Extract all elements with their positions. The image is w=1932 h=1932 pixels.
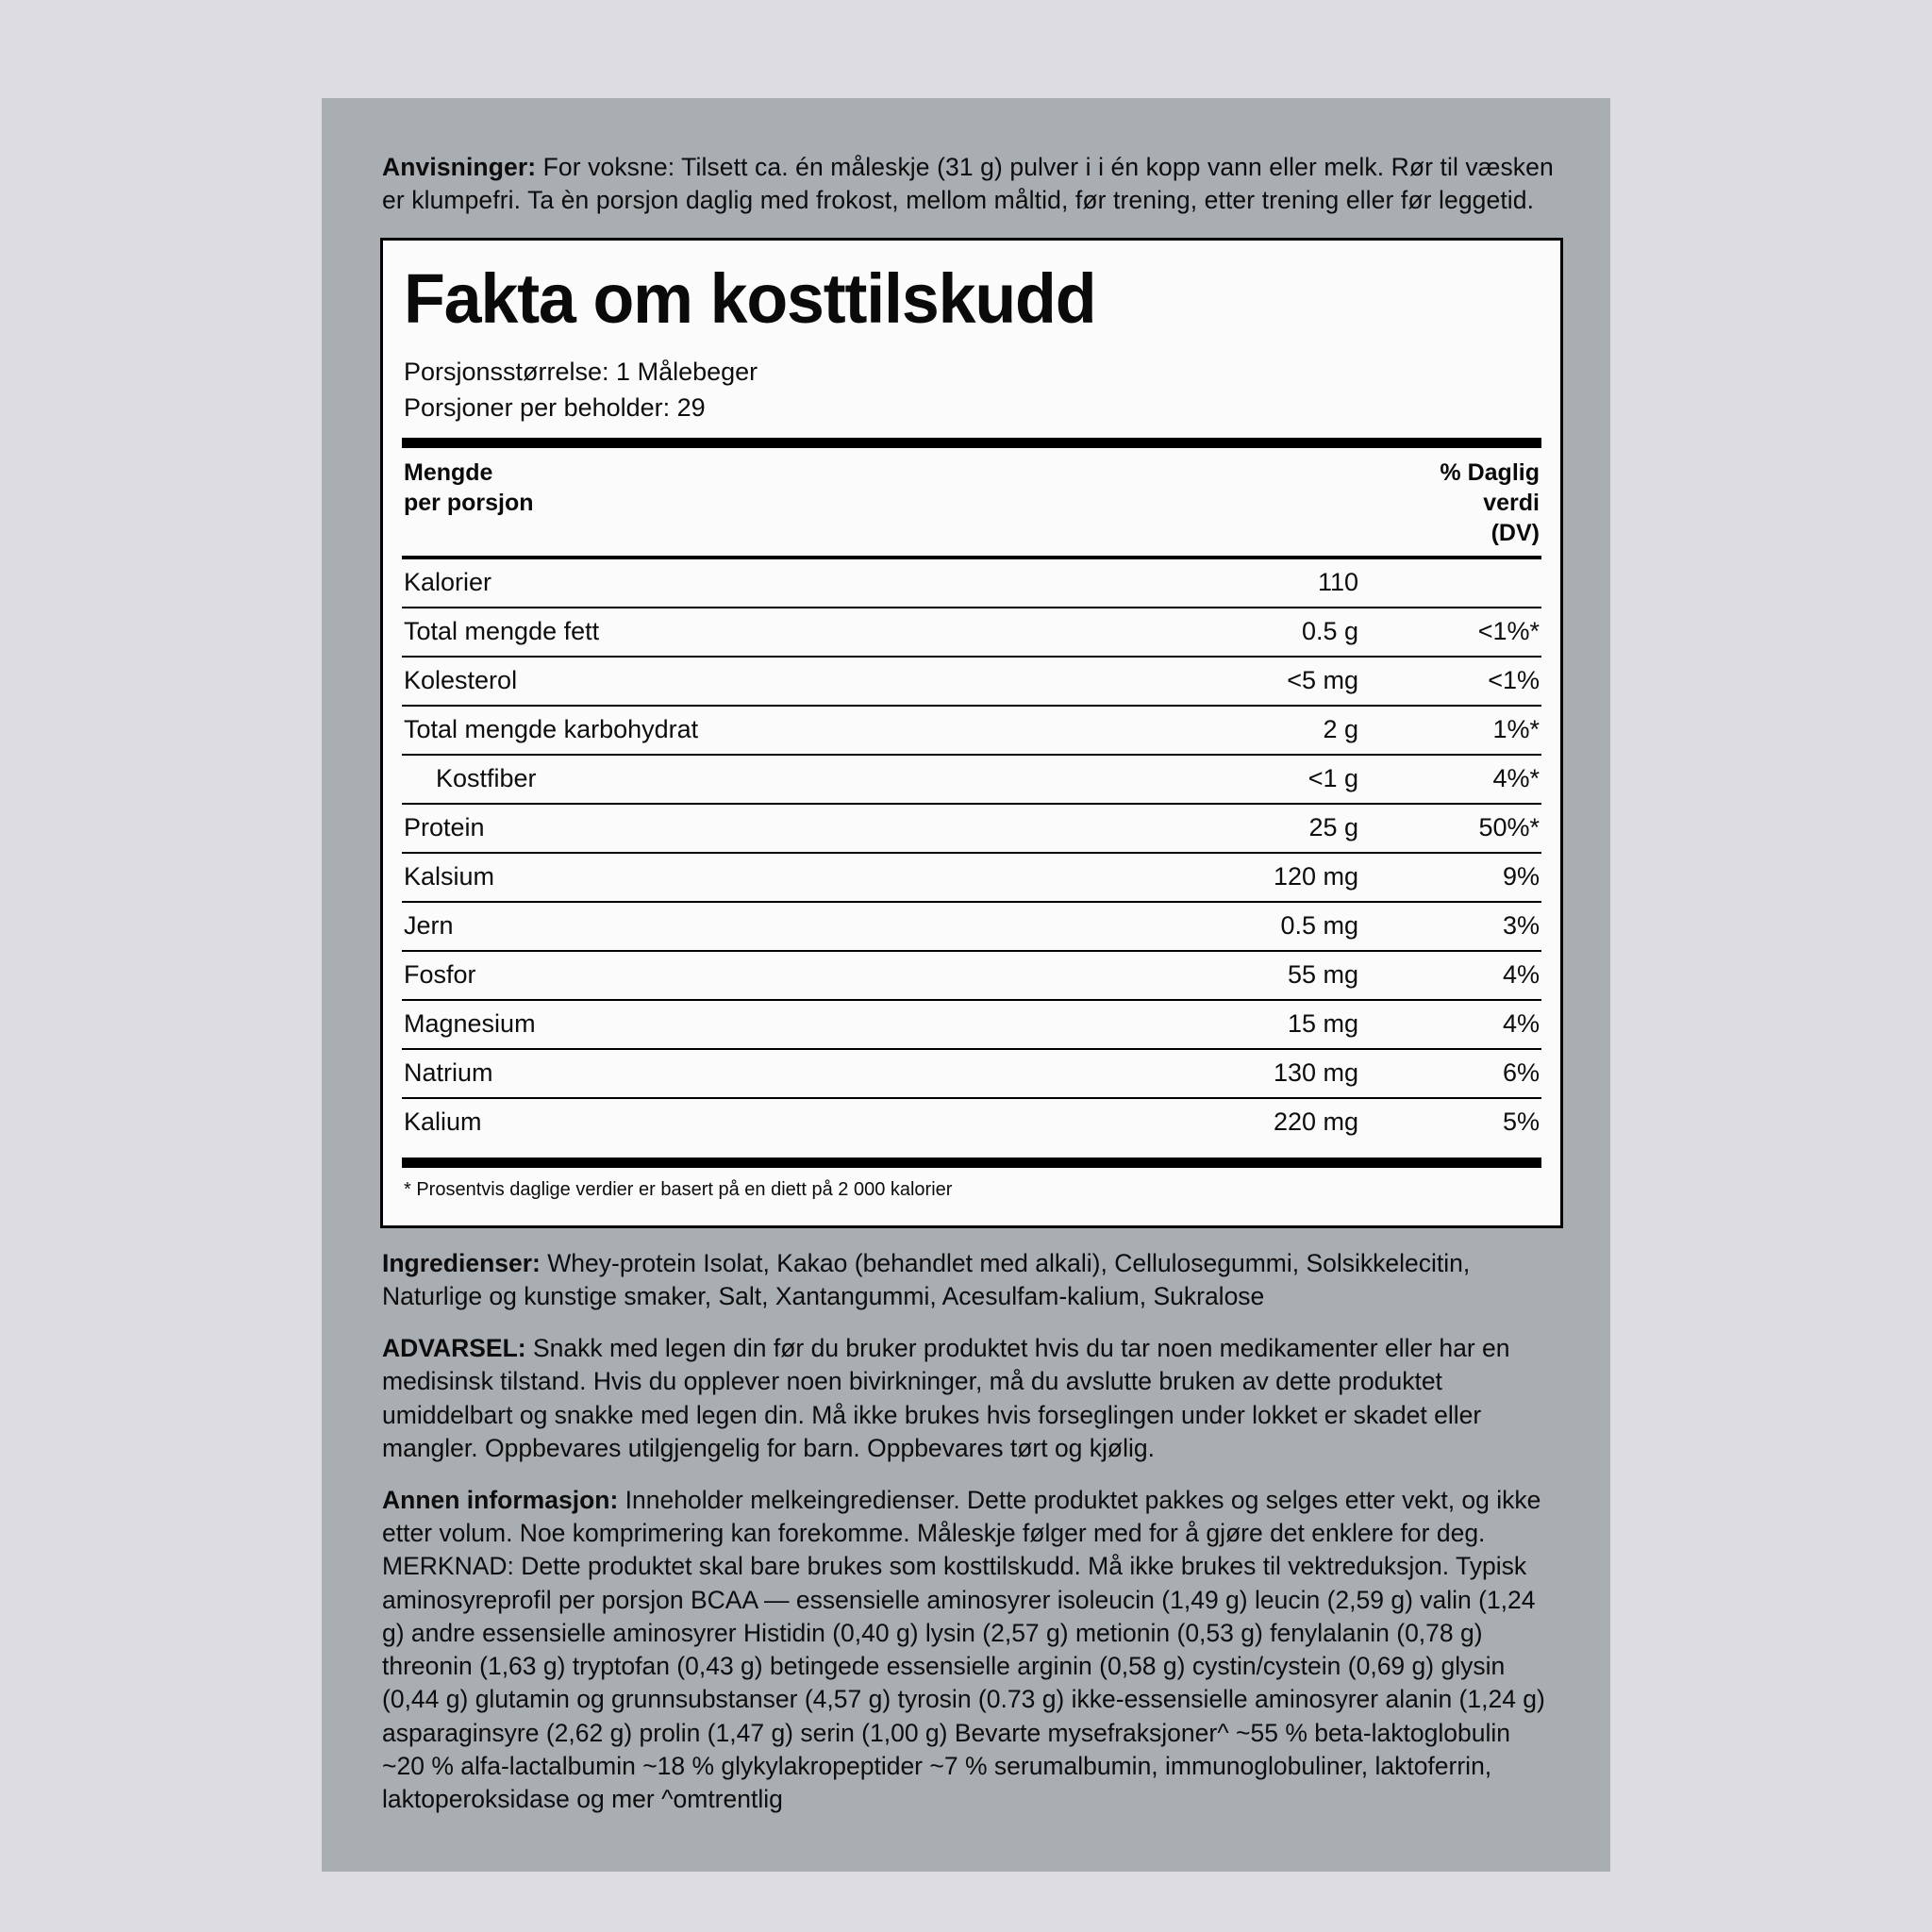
servings-per-container-line: Porsjoner per beholder: 29 — [404, 393, 706, 423]
nutrient-row — [402, 658, 1541, 705]
nutrient-daily-value: 6% — [1502, 1058, 1540, 1087]
nutrient-name: Kalorier — [404, 567, 492, 596]
nutrient-daily-value: 1%* — [1492, 714, 1540, 743]
nutrient-row — [402, 805, 1541, 852]
nutrient-name: Kostfiber — [436, 763, 537, 792]
table-column-headers — [402, 448, 1541, 556]
amount-header-line1: Mengde — [404, 458, 493, 486]
divider-heavy-top — [402, 438, 1541, 448]
nutrient-name: Kolesterol — [404, 665, 518, 694]
amount-column-header — [404, 458, 534, 518]
directions-label: Anvisninger: — [382, 153, 537, 181]
nutrient-name: Kalium — [404, 1107, 482, 1136]
dv-header-line1: % Daglig — [1440, 458, 1540, 486]
nutrient-name: Magnesium — [404, 1008, 536, 1038]
nutrient-daily-value: 3% — [1502, 910, 1540, 940]
nutrient-name: Natrium — [404, 1058, 493, 1087]
supplement-facts-panel — [380, 238, 1563, 1227]
nutrient-amount: 25 g — [1308, 812, 1358, 841]
dv-header-line3: (DV) — [1491, 519, 1540, 546]
warning-paragraph — [382, 1332, 1559, 1465]
nutrient-table — [402, 559, 1541, 1146]
nutrient-daily-value: 4% — [1502, 1008, 1540, 1038]
nutrient-amount: 2 g — [1323, 714, 1358, 743]
directions-text: For voksne: Tilsett ca. én måleskje (31 g) pulver i i én kopp vann eller melk. Rør til væsken er klumpefri. Ta èn porsjon daglig med frokost, mellom måltid, før trening, etter trening eller før leggetid. — [382, 153, 1554, 215]
nutrient-name: Kalsium — [404, 861, 495, 891]
ingredients-text: Whey-protein Isolat, Kakao (behandlet med alkali), Cellulosegummi, Solsikkelecitin, Naturlige og kunstige smaker, Salt, Xantangummi, Acesulfam-kalium, Sukralose — [382, 1248, 1471, 1310]
nutrient-amount: 130 mg — [1273, 1058, 1358, 1087]
nutrient-name: Protein — [404, 812, 485, 841]
warning-label: ADVARSEL: — [382, 1334, 526, 1363]
nutrient-amount: 220 mg — [1273, 1107, 1358, 1136]
nutrient-row — [402, 903, 1541, 950]
supplement-label-card — [322, 98, 1610, 1872]
other-information-text: Inneholder melkeingredienser. Dette produktet pakkes og selges etter vekt, og ikke etter volum. Noe komprimering kan forekomme. Måleskje følger med for å gjøre det enklere for deg. MERKNAD: Dette produktet skal bare brukes som kosttilskudd. Må ikke brukes til vektreduksjon. Typisk aminosyreprofil per porsjon BCAA — essensielle aminosyrer isoleucin (1,49 g) leucin (2,59 g) valin (1,24 g) andre essensielle aminosyrer Histidin (0,40 g) lysin (2,57 g) metionin (0,53 g) fenylalanin (0,78 g) threonin (1,63 g) tryptofan (0,43 g) betingede essensielle arginin (0,58 g) cystin/cystein (0,69 g) glysin (0,44 g) glutamin og grunnsubstanser (4,57 g) tyrosin (0.73 g) ikke-essensielle aminosyrer alanin (1,24 g) asparaginsyre (2,62 g) prolin (1,47 g) serin (1,00 g) Bevarte mysefraksjoner^ ~55 % beta-laktoglobulin ~20 % alfa-lactalbumin ~18 % glykylakropeptider ~7 % serumalbumin, immunoglobuliner, laktoferrin, laktoperoksidase og mer ^omtrentlig — [382, 1486, 1545, 1814]
nutrient-row — [402, 952, 1541, 999]
nutrient-row — [402, 854, 1541, 901]
amount-header-line2: per porsjon — [404, 489, 534, 516]
nutrient-name: Total mengde karbohydrat — [404, 714, 699, 743]
divider-heavy-bottom — [402, 1158, 1541, 1168]
nutrient-daily-value: 4% — [1502, 959, 1540, 989]
nutrient-row — [402, 608, 1541, 656]
directions-paragraph — [382, 151, 1554, 217]
ingredients-label: Ingredienser: — [382, 1248, 541, 1277]
nutrient-amount: 55 mg — [1287, 959, 1358, 989]
nutrient-row — [402, 707, 1541, 754]
nutrient-name: Total mengde fett — [404, 616, 600, 645]
nutrient-daily-value: 9% — [1502, 861, 1540, 891]
nutrient-row — [402, 756, 1541, 803]
nutrient-name: Fosfor — [404, 959, 476, 989]
nutrient-row — [402, 1001, 1541, 1048]
ingredients-paragraph — [382, 1247, 1559, 1313]
nutrient-amount: <1 g — [1307, 763, 1358, 792]
nutrient-amount: 15 mg — [1287, 1008, 1358, 1038]
nutrient-daily-value: 50%* — [1478, 812, 1540, 841]
nutrient-daily-value: 5% — [1502, 1107, 1540, 1136]
nutrient-amount: 0.5 mg — [1280, 910, 1358, 940]
other-information-label: Annen informasjon: — [382, 1486, 619, 1514]
nutrient-daily-value: 4%* — [1492, 763, 1540, 792]
nutrient-row — [402, 1099, 1541, 1146]
dv-header-line2: verdi — [1483, 489, 1540, 516]
daily-value-column-header — [1440, 458, 1540, 548]
daily-value-footnote: * Prosentvis daglige verdier er basert på en diett på 2 000 kalorier — [404, 1178, 953, 1200]
nutrient-amount: 110 — [1317, 567, 1358, 596]
serving-size-line: Porsjonsstørrelse: 1 Målebeger — [404, 357, 758, 386]
nutrient-name: Jern — [404, 910, 454, 940]
other-information-paragraph — [382, 1484, 1559, 1816]
nutrient-daily-value: <1% — [1488, 665, 1540, 694]
nutrient-amount: 120 mg — [1273, 861, 1358, 891]
supplement-facts-title: Fakta om kosttilskudd — [404, 259, 1096, 339]
nutrient-amount: <5 mg — [1287, 665, 1358, 694]
nutrient-amount: 0.5 g — [1301, 616, 1358, 645]
nutrient-row — [402, 1050, 1541, 1097]
nutrient-daily-value: <1%* — [1477, 616, 1540, 645]
nutrient-row — [402, 559, 1541, 607]
warning-text: Snakk med legen din før du bruker produktet hvis du tar noen medikamenter eller har en medisinsk tilstand. Hvis du opplever noen bivirkninger, må du avslutte bruken av dette produktet umiddelbart og snakke med legen din. Må ikke brukes hvis forseglingen under lokket er skadet eller mangler. Oppbevares utilgjengelig for barn. Oppbevares tørt og kjølig. — [382, 1334, 1510, 1462]
